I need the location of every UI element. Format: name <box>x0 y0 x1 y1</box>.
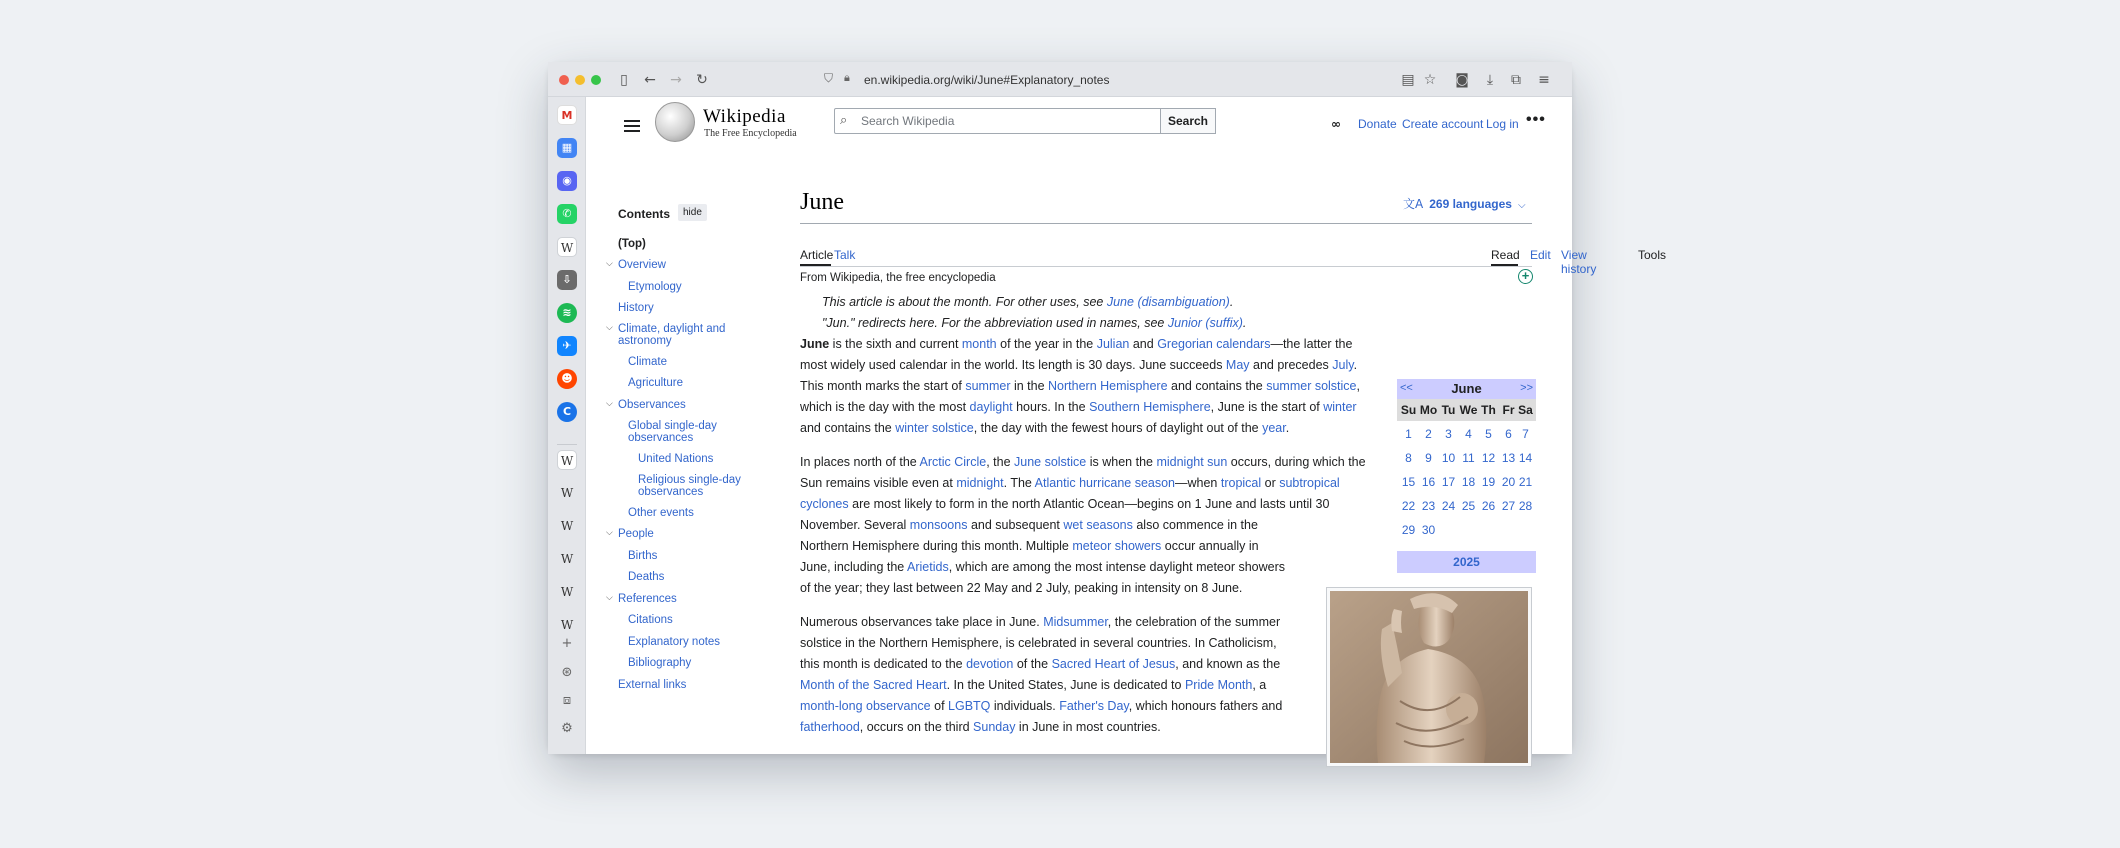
wikipedia-tab-icon[interactable]: W <box>560 618 574 632</box>
tabs-divider <box>800 266 1532 267</box>
cyclones-link[interactable]: cyclones <box>800 497 849 511</box>
toc-hide-button[interactable]: hide <box>678 204 707 221</box>
search-input[interactable] <box>861 112 1151 130</box>
from-wikipedia-tagline: From Wikipedia, the free encyclopedia <box>800 272 996 284</box>
stack-tab-icon[interactable]: ⇩ <box>557 270 577 290</box>
calendar-weekday: Mo <box>1419 403 1438 417</box>
calendar-day-link[interactable]: 16 <box>1421 475 1436 489</box>
month-long-observance-link[interactable]: month-long observance <box>800 699 931 713</box>
lock-icon[interactable]: 🔒︎ <box>844 71 850 84</box>
hatnote-text: This article is about the month. For other uses, see <box>822 295 1107 309</box>
calendar-next-link[interactable]: >> <box>1520 382 1533 394</box>
hatnote-redirect <box>822 316 1246 330</box>
calendar-day-link[interactable]: 7 <box>1522 427 1529 441</box>
chevron-down-icon[interactable]: ⌵ <box>606 399 613 409</box>
bluesky-tab-icon[interactable]: ✈ <box>557 336 577 356</box>
chevron-down-icon[interactable]: ⌵ <box>606 528 613 538</box>
calendar-weekday: Th <box>1481 403 1496 417</box>
toc-item-global-observances[interactable]: Global single-day observances <box>628 420 717 444</box>
calendar-weekdays <box>1397 399 1536 421</box>
daylight-link[interactable]: daylight <box>969 400 1013 414</box>
june-calendar <box>1397 379 1536 573</box>
forward-icon[interactable]: → <box>670 72 682 88</box>
menu-icon[interactable]: ≡ <box>1538 72 1550 88</box>
download-icon[interactable]: ⤓ <box>1486 72 1494 88</box>
toc-item-deaths[interactable]: Deaths <box>628 571 665 583</box>
sidebar-toggle-icon[interactable]: ▯ <box>620 72 628 88</box>
midnight-sun-link[interactable]: midnight sun <box>1156 455 1228 469</box>
month-link[interactable]: month <box>961 337 997 351</box>
calendar-day-link[interactable]: 11 <box>1462 451 1475 465</box>
fatherhood-link[interactable]: fatherhood <box>800 720 860 734</box>
calendar-day-link[interactable]: 1 <box>1405 427 1412 441</box>
tab-read[interactable]: Read <box>1491 248 1520 262</box>
wikipedia-page <box>586 97 1667 754</box>
toc-item-observances[interactable]: Observances <box>618 399 686 411</box>
tab-talk[interactable]: Talk <box>834 248 856 262</box>
toc-item-religious-observances[interactable]: Religious single-day observances <box>638 474 741 498</box>
reader-icon[interactable]: ▤ <box>1401 72 1415 88</box>
midsummer-link[interactable]: Midsummer <box>1043 615 1108 629</box>
minimize-window-button[interactable] <box>575 75 585 85</box>
june-solstice-link[interactable]: June solstice <box>1014 455 1087 469</box>
atlantic-hurricane-link[interactable]: Atlantic hurricane season <box>1034 476 1175 490</box>
vertical-tabs-sidebar <box>548 97 586 754</box>
calendar-weekday: Fr <box>1502 403 1515 417</box>
calendar-day-link[interactable]: 14 <box>1518 451 1533 465</box>
fathers-day-link[interactable]: Father's Day <box>1059 699 1129 713</box>
wet-seasons-link[interactable]: wet seasons <box>1063 518 1133 532</box>
may-link[interactable]: May <box>1225 358 1250 372</box>
observances-paragraph: Numerous observances take place in June. Midsummer, the celebration of the summer solstice in the Northern Hemisphere, is celebrated in several countries. In Catholicism, this month is dedicated to the devotion of the Sacred Heart of Jesus, and known as the Month of the Sacred Heart. In the United States, June is dedicated to Pride Month, a month-long observance of LGBTQ individuals. Father's Day, which honours fathers and fatherhood, occurs on the third Sunday in June in most countries. <box>800 615 1283 734</box>
chevron-down-icon[interactable]: ⌵ <box>1517 200 1526 211</box>
ai-icon[interactable]: ⊛ <box>561 665 573 680</box>
chevron-down-icon[interactable]: ⌵ <box>606 323 613 333</box>
calendar-day-link[interactable]: 18 <box>1461 475 1476 489</box>
toc-item-climate[interactable]: Climate <box>628 356 667 368</box>
login-link[interactable]: Log in <box>1486 117 1519 131</box>
tab-article[interactable]: Article <box>800 248 834 262</box>
climate-paragraph: In places north of the Arctic Circle, the June solstice is when the midnight sun occurs, during which the Sun remains visible even at midnight. The Atlantic hurricane season—when tropical or subtropical cyclones are most likely to form in the north Atlantic Ocean—begins on 1 June and lasts until 30 November. Several monsoons and subsequent wet seasons also commence in the Northern Hemisphere during this month. Multiple meteor showers occur annually in June, including the Arietids, which are among the most intense daylight meteor showers of the year; they last between 22 May and 2 July, peaking in intensity on 8 June. <box>800 455 1366 595</box>
meteor-showers-link[interactable]: meteor showers <box>1072 539 1162 553</box>
toc-item-agriculture[interactable]: Agriculture <box>628 377 683 389</box>
search-icon: ⌕ <box>840 113 848 128</box>
url-text[interactable]: en.wikipedia.org/wiki/June#Explanatory_notes <box>864 73 1110 87</box>
calendar-day-link[interactable]: 12 <box>1481 451 1496 465</box>
toc-item-top[interactable]: (Top) <box>618 238 646 250</box>
settings-gear-icon[interactable]: ⚙ <box>561 721 573 736</box>
calendar-day-link[interactable]: 6 <box>1505 427 1512 441</box>
toc-item-united-nations[interactable]: United Nations <box>638 453 714 465</box>
calendar-day-link[interactable]: 28 <box>1518 499 1533 513</box>
wikipedia-wordmark[interactable]: Wikipedia <box>703 106 786 127</box>
calendar-day-link[interactable]: 9 <box>1425 451 1432 465</box>
whatsapp-tab-icon[interactable]: ✆ <box>557 204 577 224</box>
year-link[interactable]: year <box>1262 421 1286 435</box>
toc-item-external-links[interactable]: External links <box>618 679 687 691</box>
calendar-days <box>1397 421 1536 551</box>
subtropical-link[interactable]: subtropical <box>1279 476 1340 490</box>
sacred-heart-link[interactable]: Sacred Heart of Jesus <box>1051 657 1176 671</box>
languages-label[interactable]: 269 languages <box>1429 197 1512 211</box>
tab-view-history[interactable]: View history <box>1561 248 1597 276</box>
northern-hemisphere-link[interactable]: Northern Hemisphere <box>1048 379 1168 393</box>
hatnote-text: "Jun." redirects here. For the abbreviation used in names, see <box>822 316 1168 330</box>
gmail-tab-icon[interactable]: M <box>557 105 577 125</box>
calendar-day-link[interactable]: 27 <box>1501 499 1516 513</box>
calendar-day-link[interactable]: 13 <box>1501 451 1516 465</box>
calendar-day-link[interactable]: 3 <box>1445 427 1452 441</box>
calendar-prev-link[interactable]: << <box>1400 382 1413 394</box>
calendar-day-link[interactable]: 25 <box>1461 499 1476 513</box>
search-button[interactable]: Search <box>1160 108 1216 134</box>
chevron-down-icon[interactable]: ⌵ <box>606 593 613 603</box>
tropical-link[interactable]: tropical <box>1220 476 1262 490</box>
toc-item-overview[interactable]: Overview <box>618 259 666 271</box>
languages-button[interactable] <box>1403 195 1526 212</box>
july-link[interactable]: July <box>1332 358 1354 372</box>
june-disambiguation-link[interactable]: June (disambiguation) <box>1106 295 1230 309</box>
more-options-icon[interactable]: ••• <box>1526 111 1546 128</box>
toc-item-other-events[interactable]: Other events <box>628 507 694 519</box>
toc-item-references[interactable]: References <box>618 593 677 605</box>
extension-tab-icon[interactable]: C <box>557 402 577 422</box>
discord-tab-icon[interactable]: ◉ <box>557 171 577 191</box>
intro-paragraph: June is the sixth and current month of the year in the Julian and Gregorian calendars—the latter the most widely used calendar in the world. Its length is 30 days. June succeeds May and precedes July. This month marks the start of summer in the Northern Hemisphere and contains the summer solstice, which is the day with the most daylight hours. In the Southern Hemisphere, June is the start of winter and contains the winter solstice, the day with the fewest hours of daylight out of the year. <box>800 337 1360 435</box>
toc-item-explanatory-notes[interactable]: Explanatory notes <box>628 636 721 648</box>
arctic-circle-link[interactable]: Arctic Circle <box>919 455 987 469</box>
calendar-month: June <box>1451 381 1482 396</box>
close-window-button[interactable] <box>559 75 569 85</box>
devotion-link[interactable]: devotion <box>966 657 1014 671</box>
midnight-link[interactable]: midnight <box>956 476 1004 490</box>
toc-item-people[interactable]: People <box>618 528 654 540</box>
calendar-day-link[interactable]: 23 <box>1421 499 1436 513</box>
lgbtq-link[interactable]: LGBTQ <box>948 699 991 713</box>
main-menu-icon[interactable] <box>624 120 640 133</box>
toc-item-births[interactable]: Births <box>628 550 658 562</box>
calendar-day-link[interactable]: 4 <box>1465 427 1472 441</box>
arietids-link[interactable]: Arietids <box>907 560 949 574</box>
wikipedia-tab-icon[interactable]: W <box>560 552 574 566</box>
summer-solstice-link[interactable]: summer solstice <box>1266 379 1357 393</box>
appearance-spectacles-icon[interactable]: ∞ <box>1331 117 1341 131</box>
hatnote-text: . <box>1242 316 1247 330</box>
calendar-day-link[interactable]: 29 <box>1401 523 1416 537</box>
shield-icon[interactable]: ⛉ <box>824 71 834 85</box>
toc-item-climate-daylight[interactable]: Climate, daylight and astronomy <box>618 323 726 347</box>
calendar-day-link[interactable]: 20 <box>1501 475 1516 489</box>
calendar-day-link[interactable]: 19 <box>1481 475 1496 489</box>
calendar-year-link[interactable]: 2025 <box>1453 555 1480 569</box>
toc-item-bibliography[interactable]: Bibliography <box>628 657 692 669</box>
sunday-link[interactable]: Sunday <box>973 720 1016 734</box>
julian-link[interactable]: Julian <box>1096 337 1130 351</box>
page-title: June <box>800 189 844 215</box>
winter-solstice-link[interactable]: winter solstice <box>895 421 974 435</box>
monsoons-link[interactable]: monsoons <box>909 518 968 532</box>
wikipedia-tagline: The Free Encyclopedia <box>704 128 797 139</box>
statue-illustration <box>1330 591 1528 763</box>
hatnote-text: . <box>1229 295 1234 309</box>
bookmark-star-icon[interactable]: ☆ <box>1423 72 1437 88</box>
calendar-day-link[interactable]: 17 <box>1441 475 1456 489</box>
browser-toolbar <box>548 62 1572 97</box>
calendar-day-link[interactable]: 26 <box>1481 499 1496 513</box>
hatnote-disambiguation <box>822 295 1233 309</box>
extensions-icon[interactable]: ⧉ <box>1511 72 1521 88</box>
search-box <box>834 108 1161 134</box>
calendar-day-link[interactable]: 8 <box>1405 451 1412 465</box>
calendar-day-link[interactable]: 10 <box>1441 451 1456 465</box>
add-topic-icon[interactable]: + <box>1518 269 1533 284</box>
juno-statue-image[interactable] <box>1326 587 1532 767</box>
tab-tools[interactable]: Tools <box>1638 248 1667 262</box>
address-bar[interactable] <box>818 69 1308 91</box>
calendar-tab-icon[interactable]: ▦ <box>557 138 577 158</box>
calendar-day-link[interactable]: 30 <box>1421 523 1436 537</box>
toc-item-citations[interactable]: Citations <box>628 614 673 626</box>
calendar-day-link[interactable]: 5 <box>1485 427 1492 441</box>
summer-link[interactable]: summer <box>965 379 1011 393</box>
calendar-weekday: Su <box>1400 403 1417 417</box>
chevron-down-icon[interactable]: ⌵ <box>606 259 613 269</box>
browser-window <box>548 62 1667 754</box>
donate-link[interactable]: Donate <box>1358 117 1397 131</box>
reddit-tab-icon[interactable]: ☻ <box>557 369 577 389</box>
calendar-weekday: We <box>1459 403 1478 417</box>
calendar-day-link[interactable]: 21 <box>1518 475 1533 489</box>
calendar-weekday: Sa <box>1518 403 1533 417</box>
translate-icon: 文A <box>1403 197 1424 211</box>
reload-icon[interactable]: ↻ <box>696 72 708 88</box>
calendar-header <box>1397 379 1536 399</box>
wikipedia-tab-icon[interactable]: W <box>557 237 577 257</box>
wikipedia-globe-logo-icon[interactable] <box>655 102 695 142</box>
toc-title: Contents <box>618 207 670 221</box>
screenshot-icon[interactable]: ◙ <box>1455 72 1469 88</box>
wikipedia-tab-icon[interactable]: W <box>560 486 574 500</box>
calendar-day-link[interactable]: 24 <box>1441 499 1456 513</box>
tab-edit[interactable]: Edit <box>1530 248 1551 262</box>
new-tab-plus-icon[interactable]: + <box>561 636 573 651</box>
calendar-day-link[interactable]: 15 <box>1401 475 1416 489</box>
southern-hemisphere-link[interactable]: Southern Hemisphere <box>1089 400 1211 414</box>
calendar-weekday: Tu <box>1441 403 1456 417</box>
winter-link[interactable]: winter <box>1323 400 1357 414</box>
wikipedia-tab-icon[interactable]: W <box>557 450 577 470</box>
pride-month-link[interactable]: Pride Month <box>1184 678 1253 692</box>
zoom-window-button[interactable] <box>591 75 601 85</box>
calendar-day-link[interactable]: 22 <box>1401 499 1416 513</box>
toc-item-etymology[interactable]: Etymology <box>628 281 682 293</box>
gregorian-link[interactable]: Gregorian calendars <box>1157 337 1271 351</box>
toc-item-history[interactable]: History <box>618 302 654 314</box>
back-icon[interactable]: ← <box>644 72 656 88</box>
wikipedia-tab-icon[interactable]: W <box>560 519 574 533</box>
junior-suffix-link[interactable]: Junior (suffix) <box>1167 316 1243 330</box>
spotify-tab-icon[interactable]: ≋ <box>557 303 577 323</box>
wikipedia-tab-icon[interactable]: W <box>560 585 574 599</box>
history-icon[interactable]: ⧈ <box>562 693 572 708</box>
month-sacred-heart-link[interactable]: Month of the Sacred Heart <box>800 678 947 692</box>
calendar-day-link[interactable]: 2 <box>1425 427 1432 441</box>
title-divider <box>800 223 1532 224</box>
calendar-year <box>1397 551 1536 573</box>
tabs-divider <box>557 444 577 445</box>
create-account-link[interactable]: Create account <box>1402 117 1484 131</box>
